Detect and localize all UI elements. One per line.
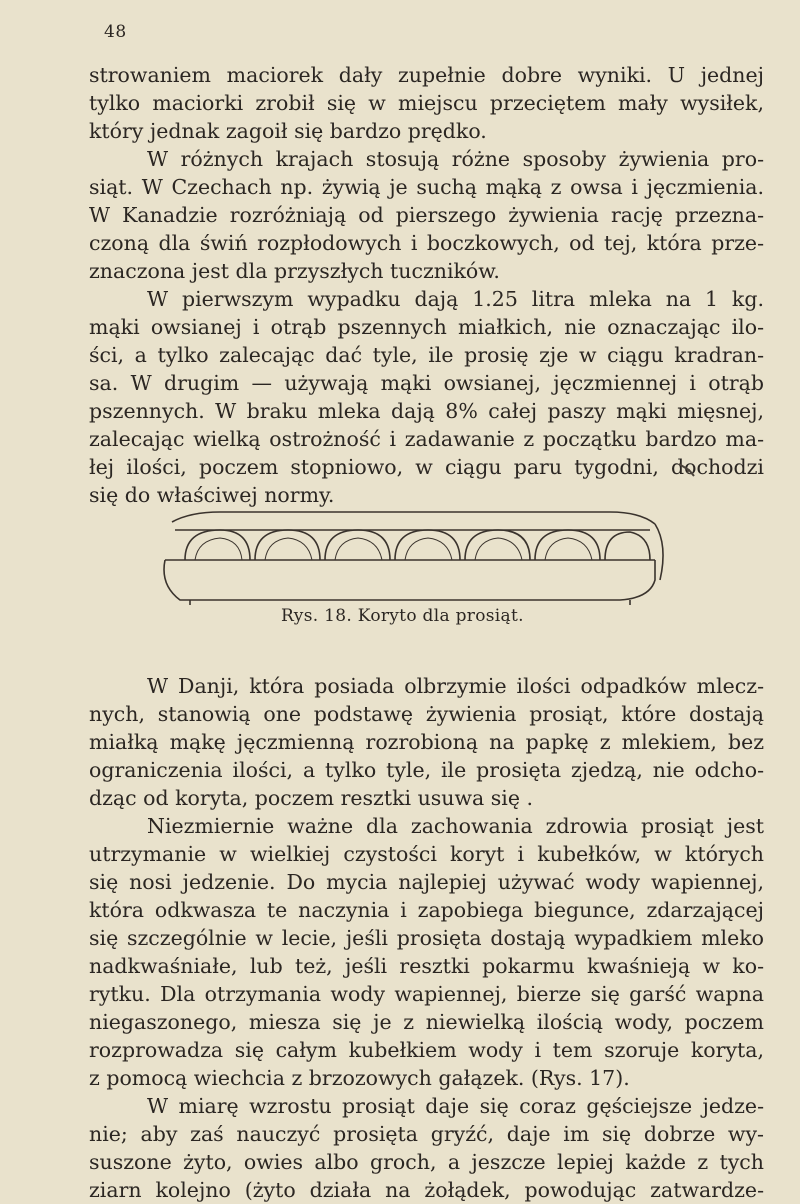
text-line: W różnych krajach stosują różne sposoby żywienia pro- bbox=[147, 147, 764, 171]
text-block-bottom bbox=[89, 672, 764, 1204]
text-line: sa. W drugim — używają mąki owsianej, jęczmiennej i otrąb bbox=[89, 371, 764, 395]
text-line: utrzymanie w wielkiej czystości koryt i kubełków, w których bbox=[89, 842, 764, 866]
text-line: nie; aby zaś nauczyć prosięta gryźć, daje im się dobrze wy- bbox=[89, 1122, 764, 1146]
text-line: który jednak zagoił się bardzo prędko. bbox=[89, 119, 487, 143]
text-line: pszennych. W braku mleka dają 8% całej paszy mąki mięsnej, bbox=[89, 399, 764, 423]
ink-mark-icon bbox=[677, 460, 697, 480]
trough-drawing bbox=[150, 490, 670, 615]
text-line: tylko maciorki zrobił się w miejscu przeciętem mały wysiłek, bbox=[89, 91, 764, 115]
text-line: nadkwaśniałe, lub też, jeśli resztki pokarmu kwaśnieją w ko- bbox=[89, 954, 764, 978]
text-line: Niezmiernie ważne dla zachowania zdrowia prosiąt jest bbox=[147, 814, 764, 838]
text-line: mąki owsianej i otrąb pszennych miałkich, nie oznaczając ilo- bbox=[89, 315, 764, 339]
text-line: W miarę wzrostu prosiąt daje się coraz gęściejsze jedze- bbox=[147, 1094, 764, 1118]
figure-trough-illustration bbox=[150, 490, 670, 615]
text-line: siąt. W Czechach np. żywią je suchą mąką z owsa i jęczmienia. bbox=[89, 175, 764, 199]
text-line: nych, stanowią one podstawę żywienia prosiąt, które dostają bbox=[89, 702, 764, 726]
text-line: łej ilości, poczem stopniowo, w ciągu paru tygodni, dochodzi bbox=[89, 455, 764, 479]
text-line: W Kanadzie rozróżniają od pierszego żywienia rację przezna- bbox=[89, 203, 764, 227]
text-line: która odkwasza te naczynia i zapobiega biegunce, zdarzającej bbox=[89, 898, 764, 922]
text-line: z pomocą wiechcia z brzozowych gałązek. (Rys. 17). bbox=[89, 1066, 630, 1090]
text-line: ograniczenia ilości, a tylko tyle, ile prosięta zjedzą, nie odcho- bbox=[89, 758, 764, 782]
text-line: W Danji, która posiada olbrzymie ilości odpadków mlecz- bbox=[147, 674, 764, 698]
text-line: strowaniem maciorek dały zupełnie dobre wyniki. U jednej bbox=[89, 63, 764, 87]
text-block-top bbox=[89, 61, 764, 509]
text-line: W pierwszym wypadku dają 1.25 litra mleka na 1 kg. bbox=[147, 287, 764, 311]
text-line: ści, a tylko zalecając dać tyle, ile prosię zje w ciągu kradran- bbox=[89, 343, 764, 367]
text-line: czoną dla świń rozpłodowych i boczkowych, od tej, która prze- bbox=[89, 231, 764, 255]
text-line: niegaszonego, miesza się je z niewielką ilością wody, poczem bbox=[89, 1010, 764, 1034]
page-number: 48 bbox=[104, 22, 127, 42]
text-line: się szczególnie w lecie, jeśli prosięta dostają wypadkiem mleko bbox=[89, 926, 764, 950]
text-line: ziarn kolejno (żyto działa na żołądek, powodując zatwardze- bbox=[89, 1178, 764, 1202]
text-line: miałką mąkę jęczmienną rozrobioną na papkę z mlekiem, bez bbox=[89, 730, 764, 754]
text-line: się do właściwej normy. bbox=[89, 483, 335, 507]
text-line: rozprowadza się całym kubełkiem wody i tem szoruje koryta, bbox=[89, 1038, 764, 1062]
text-line: znaczona jest dla przyszłych tuczników. bbox=[89, 259, 500, 283]
text-line: zalecając wielką ostrożność i zadawanie z początku bardzo ma- bbox=[89, 427, 764, 451]
figure-caption: Rys. 18. Koryto dla prosiąt. bbox=[281, 606, 524, 626]
text-line: się nosi jedzenie. Do mycia najlepiej używać wody wapiennej, bbox=[89, 870, 764, 894]
text-line: rytku. Dla otrzymania wody wapiennej, bierze się garść wapna bbox=[89, 982, 764, 1006]
text-line: suszone żyto, owies albo groch, a jeszcze lepiej każde z tych bbox=[89, 1150, 764, 1174]
text-line: dząc od koryta, poczem resztki usuwa się . bbox=[89, 786, 534, 810]
